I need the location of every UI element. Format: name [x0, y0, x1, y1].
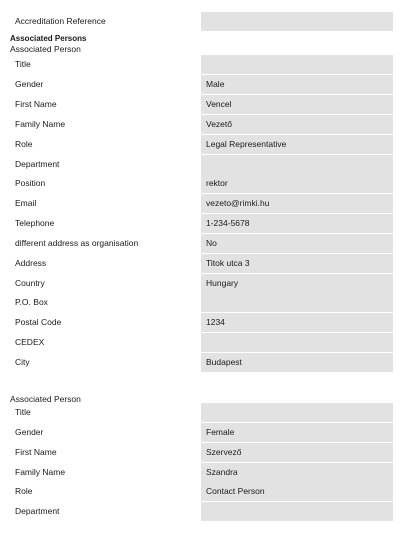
field-value-cell — [201, 333, 393, 352]
field-label: CEDEX — [15, 337, 45, 347]
field-value: Legal Representative — [206, 139, 287, 149]
field-value-cell — [201, 174, 393, 193]
field-value-cell — [201, 115, 393, 134]
field-value-cell — [201, 214, 393, 233]
field-row-role — [0, 482, 407, 501]
field-value: Vezető — [206, 119, 232, 129]
field-value-cell — [201, 293, 393, 312]
person-heading: Associated Person — [10, 394, 81, 404]
field-label: Family Name — [15, 467, 66, 477]
field-label: City — [15, 357, 30, 367]
person-heading: Associated Person — [10, 44, 81, 54]
field-value-cell — [201, 95, 393, 114]
field-row-title — [0, 55, 407, 74]
field-value-cell — [201, 313, 393, 332]
field-label: Title — [15, 407, 31, 417]
field-label: Address — [15, 258, 47, 268]
field-value-cell — [201, 75, 393, 94]
field-row-position — [0, 174, 407, 193]
field-value: Titok utca 3 — [206, 258, 250, 268]
field-value: No — [206, 238, 217, 248]
field-row-gender — [0, 75, 407, 94]
field-row-family-name — [0, 115, 407, 134]
field-row-accreditation-reference — [0, 12, 407, 31]
field-label: Title — [15, 59, 31, 69]
field-row-different-address — [0, 234, 407, 253]
field-label: Gender — [15, 427, 44, 437]
field-row-department — [0, 502, 407, 521]
field-row-postal-code — [0, 313, 407, 332]
field-row-country — [0, 274, 407, 293]
field-value-cell — [201, 482, 393, 501]
field-label: Department — [15, 159, 60, 169]
field-value: rektor — [206, 178, 228, 188]
field-row-first-name — [0, 443, 407, 462]
field-label: Position — [15, 178, 46, 188]
field-label: different address as organisation — [15, 238, 139, 248]
field-row-department — [0, 155, 407, 174]
field-value-cell — [201, 443, 393, 462]
field-value: vezeto@rimki.hu — [206, 198, 270, 208]
field-value-cell — [201, 135, 393, 154]
field-value-cell — [201, 155, 393, 174]
field-row-email — [0, 194, 407, 213]
field-value: Vencel — [206, 99, 232, 109]
field-value: Hungary — [206, 278, 239, 288]
field-value-cell — [201, 234, 393, 253]
field-value-cell — [201, 254, 393, 273]
field-value: Szandra — [206, 467, 238, 477]
field-value: 1234 — [206, 317, 225, 327]
field-row-telephone — [0, 214, 407, 233]
field-label: Role — [15, 486, 33, 496]
field-row-first-name — [0, 95, 407, 114]
field-label: Role — [15, 139, 33, 149]
field-value-cell — [201, 353, 393, 372]
field-label: Telephone — [15, 218, 55, 228]
field-value-cell — [201, 403, 393, 422]
field-value: Szervező — [206, 447, 242, 457]
field-value: Contact Person — [206, 486, 265, 496]
field-value: Female — [206, 427, 235, 437]
field-label: P.O. Box — [15, 297, 48, 307]
field-row-family-name — [0, 463, 407, 482]
field-row-cedex — [0, 333, 407, 352]
field-label: Accreditation Reference — [15, 16, 106, 26]
field-row-role — [0, 135, 407, 154]
field-row-title — [0, 403, 407, 422]
field-value-cell — [201, 463, 393, 482]
field-value-cell — [201, 194, 393, 213]
field-label: First Name — [15, 447, 57, 457]
field-row-city — [0, 353, 407, 372]
field-label: Department — [15, 506, 60, 516]
field-row-gender — [0, 423, 407, 442]
field-value-cell — [201, 423, 393, 442]
field-value-cell — [201, 12, 393, 31]
field-row-address — [0, 254, 407, 273]
field-label: Gender — [15, 79, 44, 89]
field-value: Male — [206, 79, 225, 89]
field-label: Country — [15, 278, 45, 288]
field-value-cell — [201, 502, 393, 521]
field-value-cell — [201, 55, 393, 74]
section-title: Associated Persons — [10, 34, 87, 43]
field-label: First Name — [15, 99, 57, 109]
field-label: Family Name — [15, 119, 66, 129]
field-row-po-box — [0, 293, 407, 312]
field-value-cell — [201, 274, 393, 293]
field-value: 1-234-5678 — [206, 218, 250, 228]
field-value: Budapest — [206, 357, 242, 367]
field-label: Email — [15, 198, 37, 208]
field-label: Postal Code — [15, 317, 62, 327]
